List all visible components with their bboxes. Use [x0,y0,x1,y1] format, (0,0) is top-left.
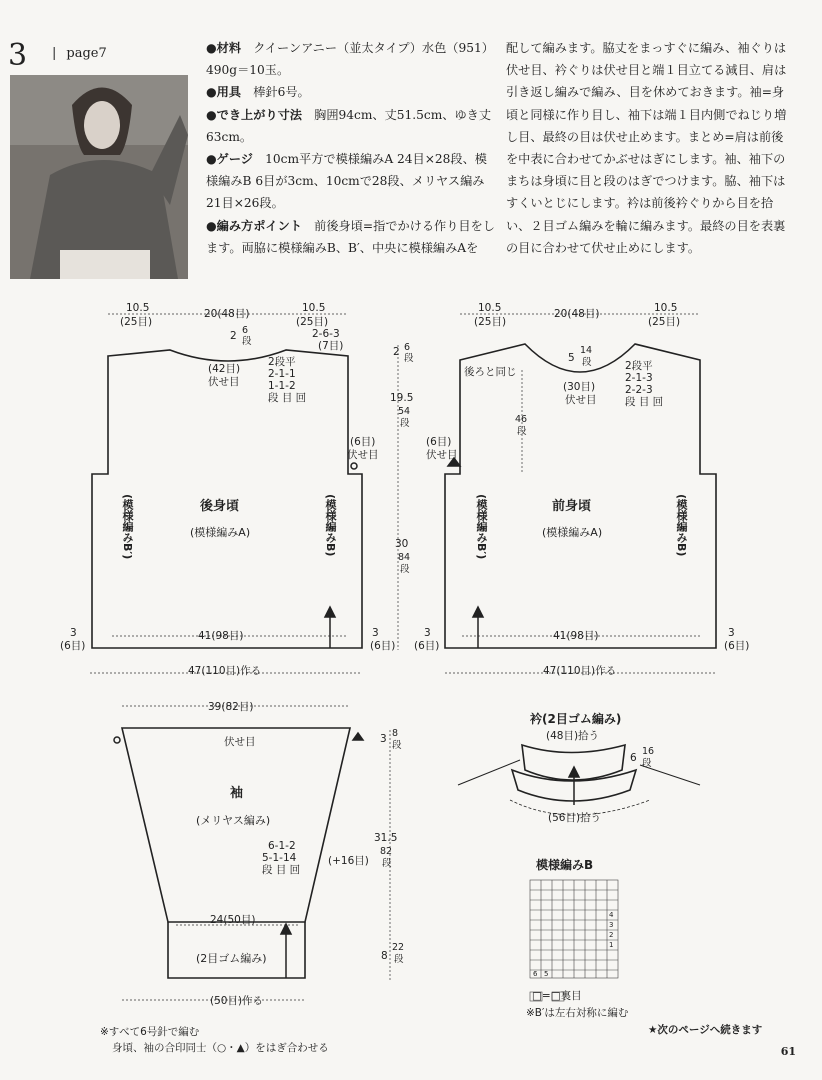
back-neck-rows: 6 [242,325,249,336]
back-dim-right-sts: (25目) [296,316,329,328]
footer-note-2: 身頃、袖の合印同士（○・▲）をはぎ合わせる [112,1042,329,1054]
front-dec-0: 2段平 [625,360,653,372]
back-neck-rows-unit: 段 [242,336,252,347]
back-side-b-left: (模様編みB′) [121,494,134,560]
chart-row-3: 3 [609,921,614,929]
front-body-pattern: (模様編みA) [542,526,603,539]
sleeve-dim-3: 31.5 [374,832,398,844]
chart-title: 模様編みB [536,858,594,872]
front-bottom-width: 41(98目) [553,630,599,642]
sleeve-bind: 伏せ目 [224,736,256,748]
sleeve-cuff-width: 24(50目) [210,914,256,926]
sleeve-cuff: (2目ゴム編み) [196,952,267,965]
front-side-b-left: (模様編みB′) [475,494,488,560]
sleeve-dim-8: 段 [394,954,404,965]
back-cast-on: 47(110目)作る [188,665,262,677]
chart-legend: □=□裏目 [532,990,582,1002]
front-neck-bind: (30目) [563,381,596,393]
page-reference: | page7 [52,46,107,61]
page-number: 61 [780,1045,796,1058]
collar-height: 6 [630,752,637,764]
front-dec-3: 段 目 回 [625,396,664,408]
front-rows46: 46 [515,414,528,425]
front-body-title: 前身頃 [552,499,592,514]
back-dim-center: 20(48目) [204,308,250,320]
collar-title: 衿(2目ゴム編み) [530,712,622,726]
front-dim-center: 20(48目) [554,308,600,320]
sleeve-inc-0: 6-1-2 [268,840,296,852]
front-cast-on: 47(110目)作る [543,665,617,677]
front-dim-left-sts: (25目) [474,316,507,328]
pattern-number: 3 [8,38,28,73]
back-bottom-3: 3 [372,627,379,639]
front-bottom-4: (6目) [724,640,750,652]
front-dec-2: 2-2-3 [625,384,653,396]
mid-dim-1: 6 [404,342,411,353]
footer-note-1: ※すべて6号針で編む [100,1026,200,1038]
chart-note: ※B′は左右対称に編む [526,1007,629,1019]
back-shoulder-sts: (7目) [318,340,344,352]
back-dec-2: 1-1-2 [268,380,296,392]
back-dec-1: 2-1-1 [268,368,296,380]
front-neck-bind-label: 伏せ目 [565,394,597,406]
back-neck-bind: (42目) [208,363,241,375]
front-same-back: 後ろと同じ [464,366,517,378]
instructions-left: ●材料 クイーンアニー（並太タイプ）水色（951）490g＝10玉。 ●用具 棒針6号。 ●でき上がり寸法 胸囲94cm、丈51.5cm、ゆき丈63cm。 ●ゲージ 10cm平方で模様編みA 24目×28段、模様編みB 6目が3cm、10cmで28段、メリヤス編み21目×26段。 ●編み方ポイント 前後身頃=指でかける作り目をします。両脇に模様編みB、B′、中央に模様編みAを [206,41,495,255]
sleeve-pattern: (メリヤス編み) [196,814,271,827]
collar-bottom: (56目)拾う [548,812,602,824]
sleeve-dim-1: 8 [392,728,399,739]
back-shoulder: 2-6-3 [312,328,340,340]
back-bottom-4: (6目) [370,640,396,652]
front-armhole-sts: (6目) [426,436,452,448]
sleeve-dim-4: 82 [380,846,393,857]
mid-dim-5: 段 [400,418,410,429]
sleeve-dim-0: 3 [380,733,387,745]
sleeve-dim-2: 段 [392,740,402,751]
sleeve-inc-total: (+16目) [328,855,369,867]
sleeve-dim-6: 8 [381,950,388,962]
front-side-b-right: (模様編みB) [675,494,688,557]
front-neck-depth: 5 [568,352,575,364]
front-dim-right: 10.5 [654,302,678,314]
chart-row-2: 2 [609,931,614,939]
back-dim-right: 10.5 [302,302,326,314]
sleeve-inc-1: 5-1-14 [262,852,297,864]
mid-dim-4: 54 [398,406,411,417]
front-dim-right-sts: (25目) [648,316,681,328]
back-side-b-right: (模様編みB) [324,494,337,557]
front-dim-left: 10.5 [478,302,502,314]
front-neck-rows-unit: 段 [582,357,592,368]
chart-row-1: 1 [609,941,614,949]
instructions-right: 配して編みます。脇丈をまっすぐに編み、袖ぐりは伏せ目、衿ぐりは伏せ目と端１目立てる減目、肩は引き返し編みで編み、目を休めておきます。袖=身頃と同様に作り目し、袖下は端１目内側でねじり増し目、最終の目は伏せ止めます。まとめ=肩は前後を中表に合わせてかぶせはぎにします。袖、袖下のまちは身頃に目と段のはぎでつけます。脇、袖下はすくいとじにします。衿は前後衿ぐりから目を拾い、２目ゴム編みを輪に編みます。最終の目を表裏の目に合わせて伏せ止めにします。 [506,41,787,255]
back-dim-left: 10.5 [126,302,150,314]
back-dec-3: 段 目 回 [268,392,307,404]
sleeve-cast-on: (50目)作る [210,995,264,1007]
back-dec-0: 2段平 [268,356,296,368]
collar-top: (48目)拾う [546,730,600,742]
front-neck-rows: 14 [580,345,593,356]
front-bottom-0: 3 [424,627,431,639]
back-dim-left-sts: (25目) [120,316,153,328]
mid-dim-8: 段 [400,564,410,575]
chart-grid [530,880,618,1001]
collar-height-rows: 16 [642,746,655,757]
chart-col-5: 5 [544,970,549,978]
back-body-pattern: (模様編みA) [190,526,251,539]
back-bottom-1: (6目) [60,640,86,652]
back-bottom-width: 41(98目) [198,630,244,642]
sleeve-top: 39(82目) [208,701,254,713]
back-armhole-sts: (6目) [350,436,376,448]
mid-dim-2: 段 [404,353,414,364]
front-dec-1: 2-1-3 [625,372,653,384]
front-bottom-1: (6目) [414,640,440,652]
sleeve-dim-5: 段 [382,858,392,869]
sleeve-dim-7: 22 [392,942,405,953]
chart-col-6: 6 [533,970,538,978]
sleeve-title: 袖 [230,786,244,801]
front-armhole-bind: 伏せ目 [426,449,458,461]
back-body-title: 後身頃 [200,499,240,514]
back-armhole-bind: 伏せ目 [347,449,379,461]
mid-dim-0: 2 [393,346,400,358]
front-bottom-3: 3 [728,627,735,639]
mid-dim-3: 19.5 [390,392,414,404]
back-neck-bind-label: 伏せ目 [208,376,240,388]
mid-dim-7: 84 [398,552,411,563]
front-rows46-unit: 段 [517,426,527,437]
collar-height-unit: 段 [642,758,652,769]
continue-note: ★次のページへ続きます [648,1024,763,1036]
back-neck-depth: 2 [230,330,237,342]
mid-dim-6: 30 [395,538,409,550]
chart-row-4: 4 [609,911,614,919]
sleeve-inc-2: 段 目 回 [262,864,301,876]
back-bottom-0: 3 [70,627,77,639]
